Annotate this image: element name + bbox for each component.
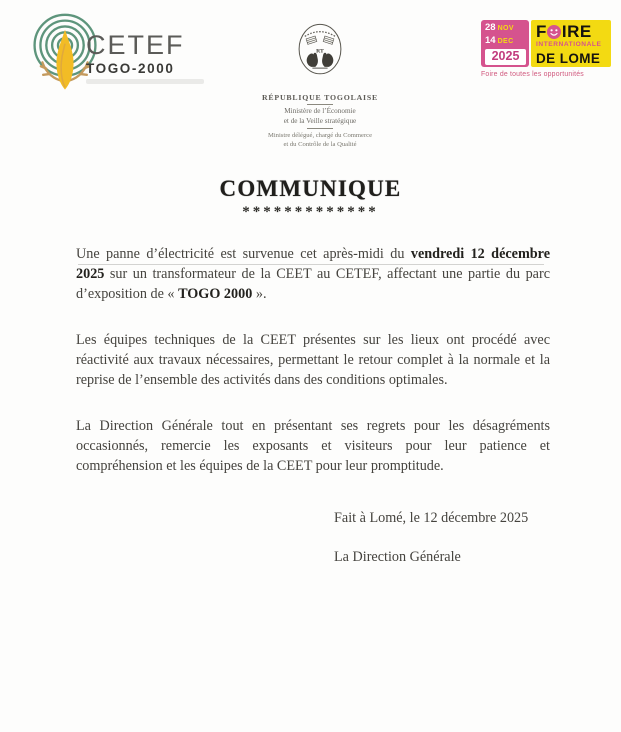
- cetef-name: CETEF: [86, 30, 185, 60]
- p1-run5: ».: [252, 286, 267, 302]
- flag-icon: [306, 36, 334, 44]
- state-block: [220, 12, 420, 149]
- foire-brand-f: F: [536, 22, 547, 41]
- document-body: [76, 244, 550, 502]
- foire-internationale-label: INTERNATIONALE: [536, 41, 602, 49]
- paragraph-2: Les équipes techniques de la CEET présentes sur les lieux ont procédé avec réactivité aux travaux nécessaires, permettant le retour complet à la normale et la reprise de l’ensemble des activités dans des conditions optimales.: [76, 332, 550, 388]
- paragraph-1: [76, 244, 550, 304]
- scan-artifact-line: [78, 264, 544, 265]
- cetef-faint-tagline: [86, 79, 204, 84]
- foire-tagline: Foire de toutes les opportunités: [481, 71, 584, 78]
- foire-start-day: 28: [485, 22, 496, 33]
- foire-de-lome-label: DE LOME: [536, 50, 601, 66]
- star-divider: *************: [242, 204, 379, 220]
- foire-start-month: NOV: [497, 25, 514, 32]
- svg-text:RT: RT: [316, 48, 324, 55]
- delegate-line-2: et du Contrôle de la Qualité: [283, 141, 357, 148]
- p1-date-bold: vendredi 12 décembre 2025: [76, 246, 551, 282]
- p1-run1: Une panne d’électricité est survenue cet après-midi du: [76, 246, 411, 262]
- paragraph-3: La Direction Générale tout en présentant ses regrets pour les désagréments occasionnés, remercie les exposants et visiteurs pour leur patience et compréhension et les équipes de la CEET pour leur promptitude.: [76, 418, 550, 474]
- cetef-subname: TOGO-2000: [86, 61, 175, 76]
- separator-rule: [307, 104, 333, 105]
- ministry-line-1: Ministère de l’Économie: [284, 107, 356, 115]
- delegate-line-1: Ministre délégué, chargé du Commerce: [267, 132, 373, 139]
- foire-dates-box: [481, 20, 529, 67]
- separator-rule: [307, 128, 333, 129]
- republic-label: RÉPUBLIQUE TOGOLAISE: [261, 93, 379, 102]
- ministry-line-2: et de la Veille stratégique: [283, 116, 357, 125]
- foire-brand-box: [531, 20, 611, 67]
- signatory: La Direction Générale: [334, 549, 461, 565]
- signature-block: [334, 508, 528, 567]
- foire-end-month: DEC: [497, 38, 514, 45]
- lion-icon: [307, 53, 334, 67]
- foire-brand-name: [536, 23, 607, 40]
- document-title: COMMUNIQUE: [219, 176, 402, 201]
- smiley-o-icon: [547, 25, 561, 39]
- p1-run3: sur un transformateur de la CEET au CETEF, affectant une partie du parc d’exposition de «: [76, 266, 550, 302]
- foire-end-day: 14: [485, 35, 496, 46]
- togo-coat-of-arms-icon: [282, 12, 358, 90]
- foire-brand-ire: IRE: [561, 22, 592, 41]
- foire-de-lome-logo: [481, 20, 613, 78]
- p1-togo2000-bold: TOGO 2000: [178, 286, 253, 302]
- foire-year-badge: 2025: [485, 49, 526, 65]
- place-and-date: Fait à Lomé, le 12 décembre 2025: [334, 510, 529, 526]
